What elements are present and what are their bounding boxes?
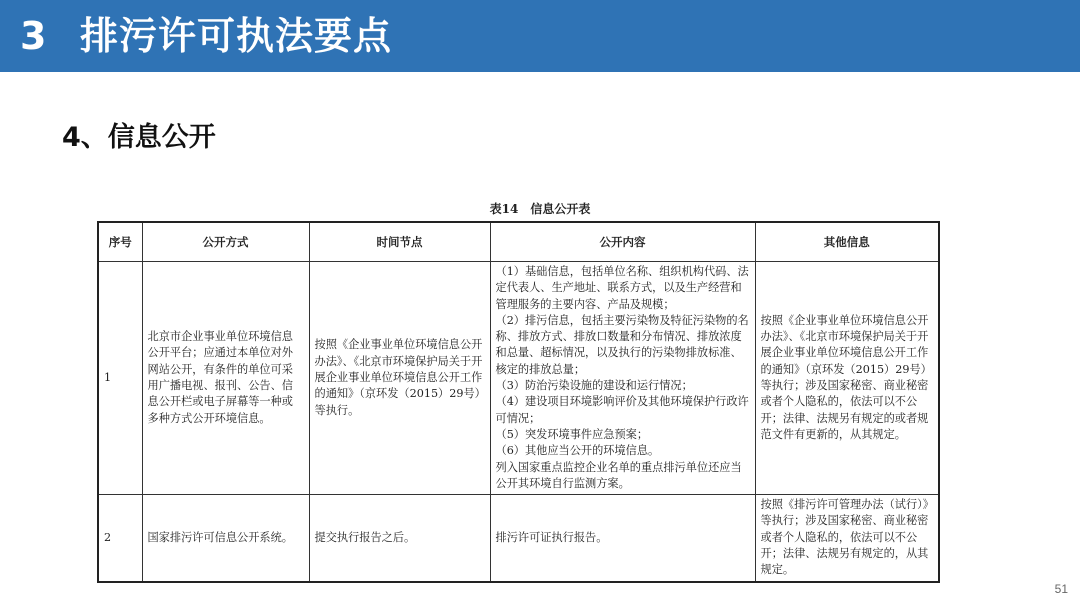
content-line: （5）突发环境事件应急预案； <box>495 427 649 441</box>
header-content: 公开内容 <box>490 222 755 262</box>
header-method: 公开方式 <box>142 222 309 262</box>
cell-seq: 1 <box>98 262 142 495</box>
cell-seq: 2 <box>98 495 142 582</box>
table-header-row <box>98 222 939 262</box>
cell-method: 国家排污许可信息公开系统。 <box>142 495 309 582</box>
section-number: 3 <box>20 14 47 58</box>
content-line: （6）其他应当公开的环境信息。 <box>495 444 660 458</box>
slide-title: 排污许可执法要点 <box>80 14 393 58</box>
header-seq: 序号 <box>98 222 142 262</box>
header-bar <box>0 0 1080 72</box>
header-time: 时间节点 <box>309 222 490 262</box>
content-line: （4）建设项目环境影响评价及其他环境保护行政许可情况； <box>495 395 749 425</box>
content-line: （2）排污信息，包括主要污染物及特征污染物的名称、排放方式、排放口数量和分布情况、排放浓度和总量、超标情况，以及执行的污染物排放标准、核定的排放总量； <box>495 313 749 376</box>
cell-content <box>490 495 755 582</box>
cell-content <box>490 262 755 495</box>
cell-other: 按照《企业事业单位环境信息公开办法》、《北京市环境保护局关于开展企业事业单位环境信息公开工作的通知》（京环发（2015）29号）等执行；涉及国家秘密、商业秘密或者个人隐私的，依法可以不公开；法律、法规另有规定的或者规范文件有更新的，从其规定。 <box>755 262 939 495</box>
table-caption: 表14 信息公开表 <box>489 202 591 216</box>
info-disclosure-table <box>97 221 940 583</box>
content-line: （3）防治污染设施的建设和运行情况； <box>495 379 693 393</box>
header-other: 其他信息 <box>755 222 939 262</box>
content-line: 排污许可证执行报告。 <box>495 530 608 544</box>
cell-time: 按照《企业事业单位环境信息公开办法》、《北京市环境保护局关于开展企业事业单位环境信息公开工作的通知》（京环发（2015）29号）等执行。 <box>309 262 490 495</box>
table-row <box>98 262 939 495</box>
content-line: 列入国家重点监控企业名单的重点排污单位还应当公开其环境自行监测方案。 <box>495 460 742 490</box>
cell-time: 提交执行报告之后。 <box>309 495 490 582</box>
page-number: 51 <box>1054 582 1068 596</box>
section-title: 4、信息公开 <box>62 122 216 153</box>
cell-method: 北京市企业事业单位环境信息公开平台；应通过本单位对外网站公开，有条件的单位可采用广播电视、报刊、公告、信息公开栏或电子屏幕等一种或多种方式公开环境信息。 <box>142 262 309 495</box>
cell-other: 按照《排污许可管理办法（试行）》等执行；涉及国家秘密、商业秘密或者个人隐私的，依法可以不公开；法律、法规另有规定的，从其规定。 <box>755 495 939 582</box>
table-row <box>98 495 939 582</box>
content-line: （1）基础信息，包括单位名称、组织机构代码、法定代表人、生产地址、联系方式，以及生产经营和管理服务的主要内容、产品及规模； <box>495 265 749 311</box>
